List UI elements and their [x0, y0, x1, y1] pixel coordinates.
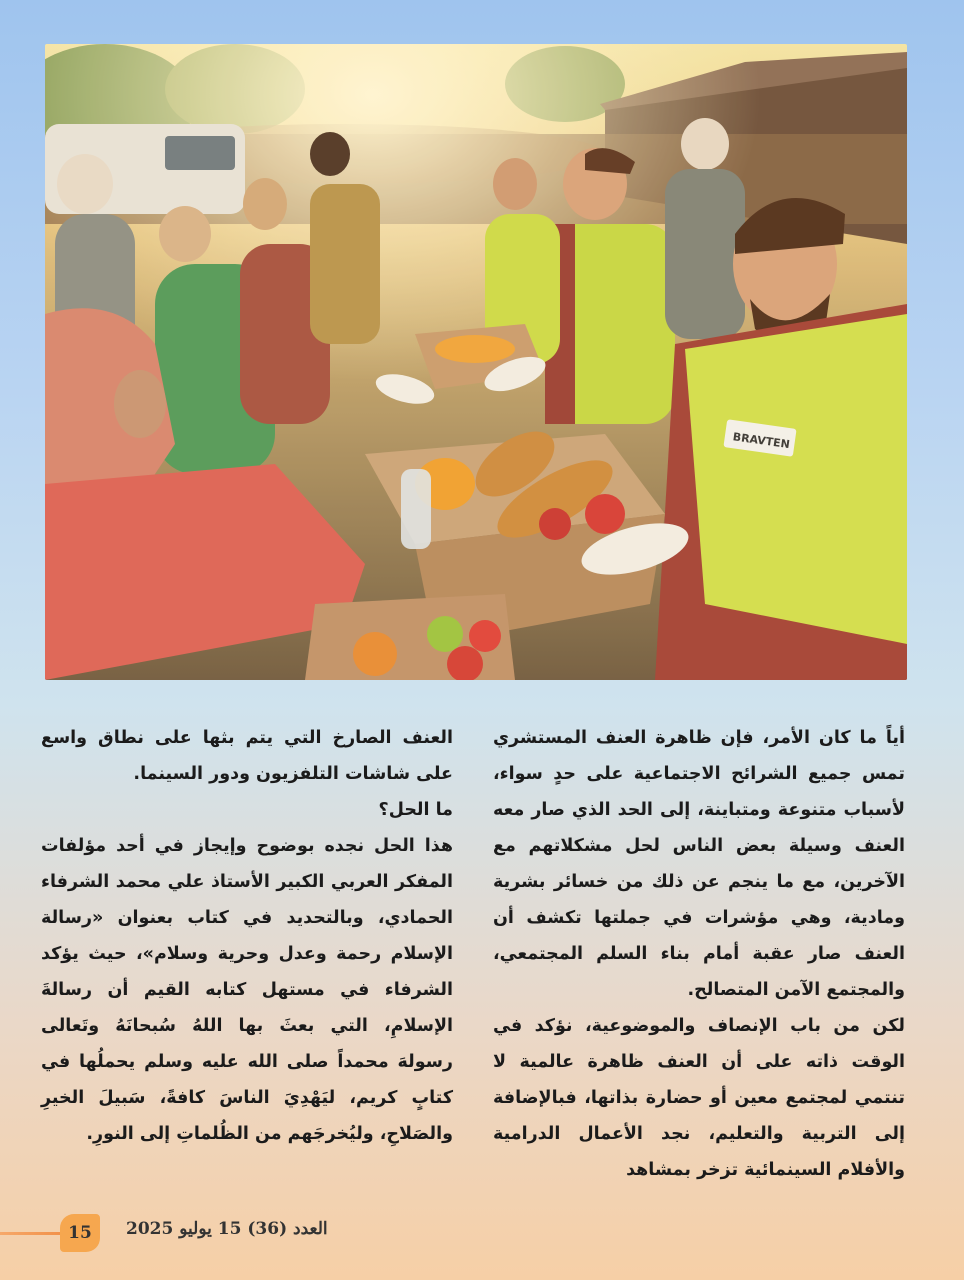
article-column-right: [493, 720, 905, 1188]
article-paragraph: هذا الحل نجده بوضوح وإيجاز في أحد مؤلفات المفكر العربي الكبير الأستاذ علي محمد الشرفاء الحمادي، وبالتحديد في كتاب بعنوان «رسالة الإسلام رحمة وعدل وحرية وسلام»، حيث يؤكد الشرفاء في مستهل كتابه القيم أن رسالةَ الإسلامِ، التي بعثَ بها اللهُ سُبحانَهُ وتَعالى رسولهَ محمداً صلى الله عليه وسلم يحملُها في كتابٍ كريم، ليَهْدِيَ الناسَ كافةً، سَبيلَ الخيرِ والصَلاحِ، وليُخرجَهم من الظُلماتِ إلى النورِ.: [41, 836, 453, 1144]
volunteer-badge-text: BRAVTEN: [732, 430, 791, 452]
issue-date: العدد (36) 15 يوليو 2025: [126, 1219, 328, 1239]
section-heading: ما الحل؟: [378, 800, 453, 820]
page-number: 15: [68, 1223, 92, 1243]
food-donation-photo: [45, 44, 907, 680]
article-column-left: [41, 720, 453, 1152]
article-paragraph: لكن من باب الإنصاف والموضوعية، نؤكد في الوقت ذاته على أن العنف ظاهرة عالمية لا تنتمي لمجتمع معين أو حضارة بذاتها، فبالإضافة إلى التربية والتعليم، نجد الأعمال الدرامية والأفلام السينمائية تزخر بمشاهد: [493, 1016, 905, 1180]
page-number-badge: [60, 1214, 100, 1252]
article-paragraph: العنف الصارخ التي يتم بثها على نطاق واسع على شاشات التلفزيون ودور السينما.: [41, 728, 453, 784]
article-paragraph: أياً ما كان الأمر، فإن ظاهرة العنف المستشري تمس جميع الشرائح الاجتماعية على حدٍ سواء، لأسباب متنوعة ومتباينة، إلى الحد الذي صار معه العنف وسيلة بعض الناس لحل مشكلاتهم مع الآخرين، مع ما ينجم عن ذلك من خسائر بشرية ومادية، وهي مؤشرات في جملتها تكشف أن العنف صار عقبة أمام بناء السلم المجتمعي، والمجتمع الآمن المتصالح.: [493, 728, 905, 1000]
article-photo: [45, 44, 907, 680]
